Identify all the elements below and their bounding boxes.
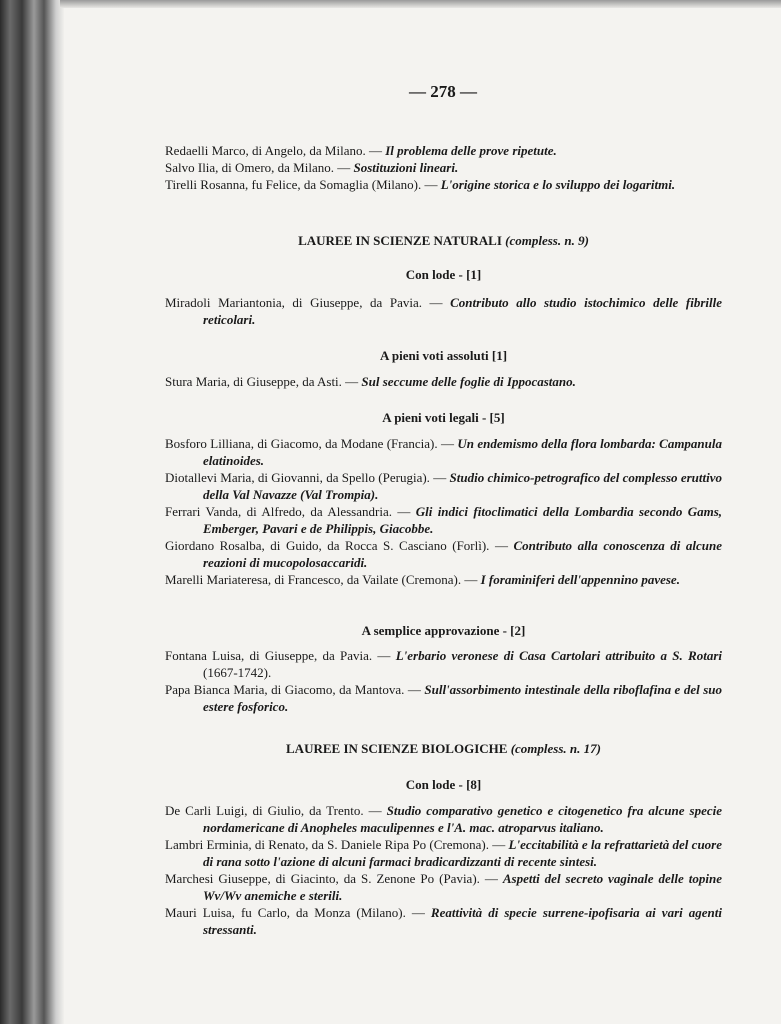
list-item [165,176,722,193]
heading-text: LAUREE IN SCIENZE NATURALI [298,233,502,248]
list-item [165,503,722,537]
list-item [165,294,722,328]
entry-author: Diotallevi Maria, di Giovanni, da Spello (Perugia). — [165,470,447,485]
section-heading-biologiche [165,740,722,757]
entry-title: L'origine storica e lo sviluppo dei logaritmi. [440,177,676,192]
entry-author: Bosforo Lilliana, di Giacomo, da Modane (Francia). — [165,436,454,451]
entry-author: Mauri Luisa, fu Carlo, da Monza (Milano). — [165,905,425,920]
entry-author: Ferrari Vanda, di Alfredo, da Alessandria. — [165,504,411,519]
entry-title: Contributo allo studio istochimico delle fibrille reticolari. [203,295,723,327]
subheading-con-lode: Con lode - [1] [405,267,482,282]
entry-title: Sull'assorbimento intestinale della riboflafina e del suo estere fosforico. [203,682,722,714]
list-item [165,681,722,715]
entry-title: Contributo alla conoscenza di alcune reazioni di mucopolosaccaridi. [203,538,723,570]
list-item [165,802,722,836]
list-item [165,159,722,176]
list-item [165,142,722,159]
entry-title: L'erbario veronese di Casa Cartolari attribuito a S. Rotari [395,648,722,663]
entry-author: Lambri Erminia, di Renato, da S. Daniele Ripa Po (Cremona). — [165,837,506,852]
list-item [165,469,722,503]
entry-author: Marchesi Giuseppe, di Giacinto, da S. Zenone Po (Pavia). — [165,871,498,886]
list-item [165,537,722,571]
entries-con-lode-bio [165,802,722,938]
entry-title: Il problema delle prove ripetute. [385,143,557,158]
entry-author: Marelli Mariateresa, di Francesco, da Vailate (Cremona). — [165,572,478,587]
entry-title: Studio chimico-petrografico del complesso eruttivo della Val Navazze (Val Trompia). [203,470,723,502]
subheading-legali: A pieni voti legali - [5] [382,410,505,425]
entry-title: I foraminiferi dell'appennino pavese. [480,572,680,587]
subheading-con-lode-bio: Con lode - [8] [405,777,482,792]
entries-con-lode [165,294,722,328]
entry-author: Miradoli Mariantonia, di Giuseppe, da Pavia. — [165,295,443,310]
subheading-assoluti: A pieni voti assoluti [1] [379,348,508,363]
heading-count: (compless. n. 17) [510,741,601,756]
subheading-semplice: A semplice approvazione - [2] [361,623,526,638]
entry-title: Studio comparativo genetico e citogenetico fra alcune specie nordamericane di Anopheles maculipennes e l'A. mac. atroparvus italiano. [203,803,723,835]
entry-title: Un endemismo della flora lombarda: Campanula elatinoides. [203,436,723,468]
entry-author: Redaelli Marco, di Angelo, da Milano. — [165,143,382,158]
list-item [165,836,722,870]
entry-title: L'eccitabilità e la refrattarietà del cuore di rana sotto l'azione di alcuni farmaci bradicardizzanti di recente sintesi. [203,837,723,869]
list-item [165,373,722,390]
entry-dates: (1667-1742). [203,665,272,680]
entry-author: Stura Maria, di Giuseppe, da Asti. — [165,374,359,389]
entries-block-1 [165,142,722,193]
entries-semplice [165,647,722,715]
entry-author: Tirelli Rosanna, fu Felice, da Somaglia (Milano). — [165,177,438,192]
entry-title: Sostituzioni lineari. [353,160,459,175]
entry-author: Giordano Rosalba, di Guido, da Rocca S. Casciano (Forlì). — [165,538,508,553]
entry-title: Reattività di specie surrene-ipofisaria ai vari agenti stressanti. [203,905,722,937]
list-item [165,571,722,588]
entry-author: Papa Bianca Maria, di Giacomo, da Mantova. — [165,682,421,697]
heading-count: (compless. n. 9) [505,233,589,248]
page-top-edge [60,0,781,8]
page-number: — 278 — [409,82,477,101]
list-item [165,647,722,681]
entry-author: Fontana Luisa, di Giuseppe, da Pavia. — [165,648,391,663]
section-heading-naturali [165,232,722,249]
entry-title: Sul seccume delle foglie di Ippocastano. [361,374,576,389]
book-binding-edge [0,0,64,1024]
entries-legali [165,435,722,588]
list-item [165,904,722,938]
list-item [165,435,722,469]
entries-assoluti [165,373,722,390]
list-item [165,870,722,904]
entry-title: Gli indici fitoclimatici della Lombardia secondo Gams, Emberger, Pavari e de Philippis, Giacobbe. [203,504,722,536]
entry-title: Aspetti del secreto vaginale delle topine Wv/Wv anemiche e sterili. [203,871,722,903]
entry-author: Salvo Ilia, di Omero, da Milano. — [165,160,351,175]
heading-text: LAUREE IN SCIENZE BIOLOGICHE [286,741,508,756]
entry-author: De Carli Luigi, di Giulio, da Trento. — [165,803,382,818]
